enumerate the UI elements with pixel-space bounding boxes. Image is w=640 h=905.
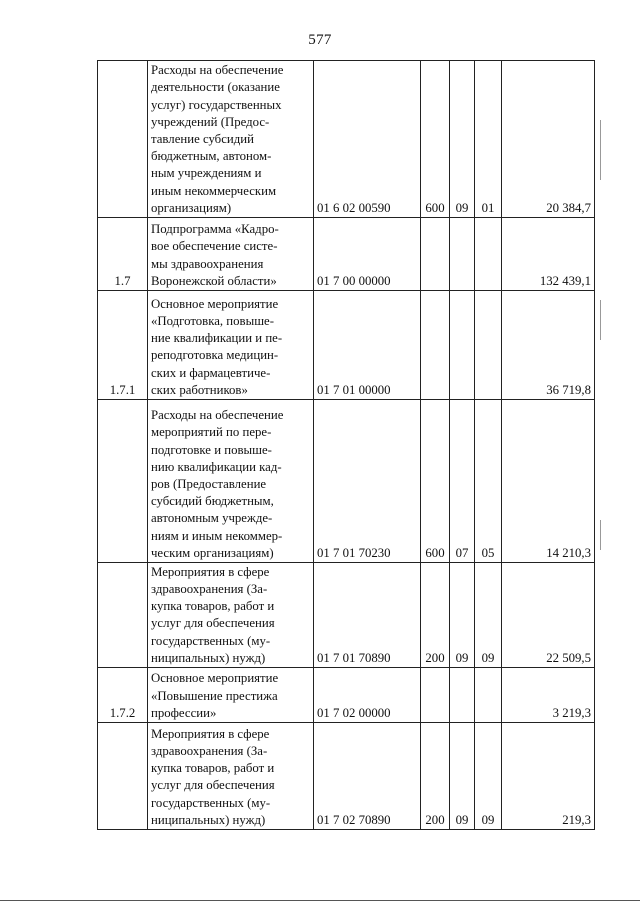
amount: 20 384,7 <box>502 61 595 218</box>
table-row <box>98 218 595 291</box>
section-code: 09 <box>450 563 475 668</box>
section-code: 09 <box>450 61 475 218</box>
item-number: 1.7.1 <box>98 291 148 400</box>
subsection-code: 09 <box>475 563 502 668</box>
expense-type <box>421 218 450 291</box>
target-code: 01 7 02 70890 <box>314 723 421 830</box>
subsection-code <box>475 291 502 400</box>
amount: 36 719,8 <box>502 291 595 400</box>
amount: 219,3 <box>502 723 595 830</box>
item-name: Подпрограмма «Кадро- вое обеспечение систе- мы здравоохранения Воронежской области» <box>148 218 314 291</box>
target-code: 01 7 01 70890 <box>314 563 421 668</box>
table-row <box>98 400 595 563</box>
expense-type <box>421 291 450 400</box>
item-name: Мероприятия в сфере здравоохранения (За- купка товаров, работ и услуг для обеспечения государственных (му- ниципальных) нужд) <box>148 723 314 830</box>
section-code <box>450 218 475 291</box>
item-number <box>98 563 148 668</box>
table-row <box>98 668 595 723</box>
item-name: Основное мероприятие «Подготовка, повыше- ние квалификации и пе- реподготовка медицин- ских и фармацевтиче- ских работников» <box>148 291 314 400</box>
page-number: 577 <box>308 32 332 48</box>
section-code <box>450 291 475 400</box>
expense-type: 200 <box>421 563 450 668</box>
item-number: 1.7 <box>98 218 148 291</box>
item-number <box>98 723 148 830</box>
amount: 14 210,3 <box>502 400 595 563</box>
expense-type <box>421 668 450 723</box>
table-row <box>98 563 595 668</box>
table-row <box>98 291 595 400</box>
item-name: Расходы на обеспечение мероприятий по пере- подготовке и повыше- нию квалификации кад- ров (Предоставление субсидий бюджетным, автономным учрежде- ниям и иным некоммер- ческим организациям) <box>148 400 314 563</box>
item-number: 1.7.2 <box>98 668 148 723</box>
section-code: 07 <box>450 400 475 563</box>
item-number <box>98 400 148 563</box>
item-name: Мероприятия в сфере здравоохранения (За- купка товаров, работ и услуг для обеспечения государственных (му- ниципальных) нужд) <box>148 563 314 668</box>
expense-type: 200 <box>421 723 450 830</box>
amount: 132 439,1 <box>502 218 595 291</box>
table-row <box>98 61 595 218</box>
subsection-code: 01 <box>475 61 502 218</box>
subsection-code <box>475 218 502 291</box>
subsection-code <box>475 668 502 723</box>
table-row <box>98 723 595 830</box>
section-code: 09 <box>450 723 475 830</box>
item-number <box>98 61 148 218</box>
item-name: Расходы на обеспечение деятельности (оказание услуг) государственных учреждений (Предос- тавление субсидий бюджетным, автоном- ным учреждениям и иным некоммерческим организациям) <box>148 61 314 218</box>
amount: 22 509,5 <box>502 563 595 668</box>
expense-type: 600 <box>421 61 450 218</box>
item-name: Основное мероприятие «Повышение престижа профессии» <box>148 668 314 723</box>
scan-mark <box>600 120 601 180</box>
subsection-code: 09 <box>475 723 502 830</box>
target-code: 01 7 01 00000 <box>314 291 421 400</box>
amount: 3 219,3 <box>502 668 595 723</box>
target-code: 01 7 00 00000 <box>314 218 421 291</box>
expense-type: 600 <box>421 400 450 563</box>
target-code: 01 6 02 00590 <box>314 61 421 218</box>
target-code: 01 7 01 70230 <box>314 400 421 563</box>
subsection-code: 05 <box>475 400 502 563</box>
section-code <box>450 668 475 723</box>
table-body <box>98 61 595 830</box>
scan-mark <box>600 300 601 340</box>
target-code: 01 7 02 00000 <box>314 668 421 723</box>
scan-mark <box>600 520 601 550</box>
budget-table <box>97 60 595 830</box>
page-bottom-rule <box>0 900 640 901</box>
